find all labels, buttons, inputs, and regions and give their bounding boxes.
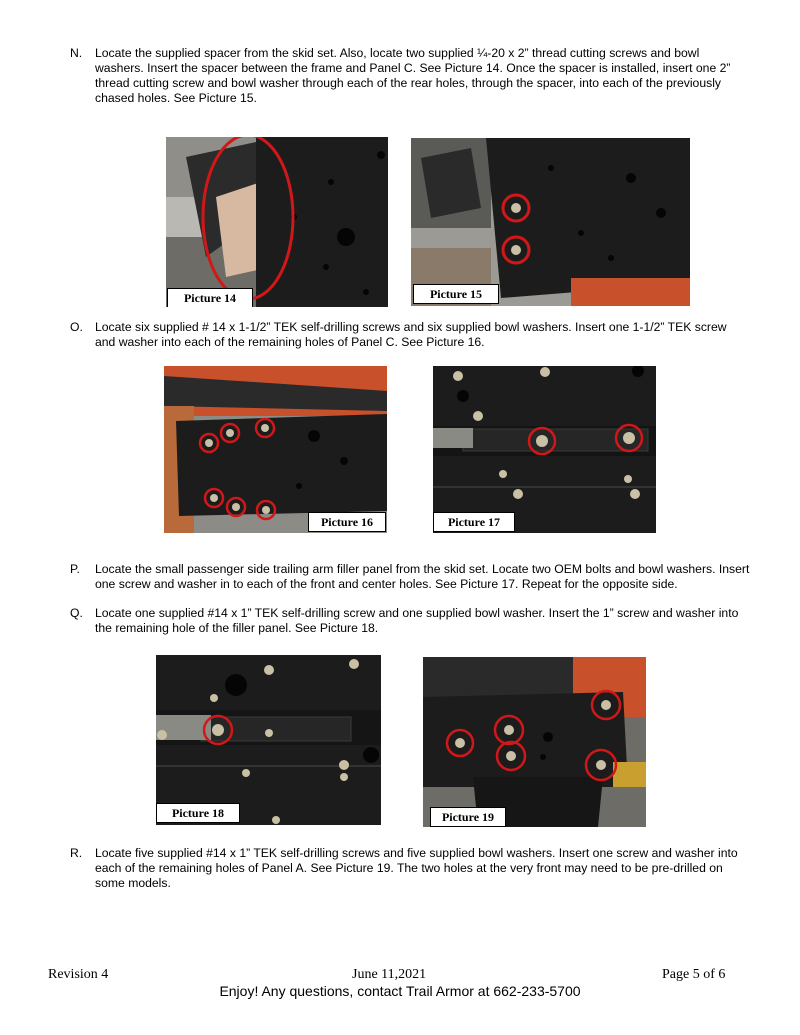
step-letter: N. [70,46,83,60]
footer-revision: Revision 4 [48,967,109,982]
photo-picture-19-graphic [423,657,646,827]
step-letter: O. [70,320,83,334]
footer-contact: Enjoy! Any questions, contact Trail Armor at 662-233-5700 [219,983,581,999]
photo-picture-17-graphic [433,366,656,533]
step-text: Locate the supplied spacer from the skid set. Also, locate two supplied ¼-20 x 2” thread cutting screws and bowl washers. Insert the spacer between the frame and Panel C. See Picture 14. Once the spacer is installed, insert one 2” thread cutting screw and bowl washer through each of the rear holes, through the spacer, into each of the previously chased holes. See Picture 15. [95,46,731,105]
step-text: Locate five supplied #14 x 1” TEK self-drilling screws and five supplied bowl washers. Insert one screw and washer into each of the remaining holes of Panel A. See Picture 19. The two holes at the very front may need to be pre-drilled on some models. [95,846,738,890]
photo-picture-18 [156,655,381,825]
photo-picture-16-graphic [164,366,387,533]
photo-picture-14 [166,137,388,307]
photo-picture-16 [164,366,387,533]
caption-picture-15: Picture 15 [413,284,499,304]
caption-picture-16: Picture 16 [308,512,386,532]
step-letter: P. [70,562,80,576]
photo-picture-17 [433,366,656,533]
caption-picture-17: Picture 17 [433,512,515,532]
step-text: Locate one supplied #14 x 1” TEK self-drilling screw and one supplied bowl washer. Insert the 1” screw and washer into the remaining hole of the filler panel. See Picture 18. [95,606,739,635]
photo-picture-15 [411,138,690,306]
caption-picture-14: Picture 14 [167,288,253,307]
caption-picture-19: Picture 19 [430,807,506,827]
step-letter: Q. [70,606,83,620]
step-text: Locate the small passenger side trailing arm filler panel from the skid set. Locate two OEM bolts and bowl washers. Insert one screw and washer in to each of the front and center holes. See Picture 17. Repeat for the opposite side. [95,562,750,591]
photo-picture-14-graphic [166,137,388,307]
photo-picture-19 [423,657,646,827]
photo-picture-18-graphic [156,655,381,825]
caption-picture-18: Picture 18 [156,803,240,823]
footer-page-number: Page 5 of 6 [662,967,726,982]
step-text: Locate six supplied # 14 x 1-1/2” TEK self-drilling screws and six supplied bowl washers. Insert one 1-1/2” TEK screw and washer into each of the remaining holes of Panel C. See Picture 16. [95,320,727,349]
photo-picture-15-graphic [411,138,690,306]
step-letter: R. [70,846,83,860]
footer-date: June 11,2021 [352,967,427,982]
